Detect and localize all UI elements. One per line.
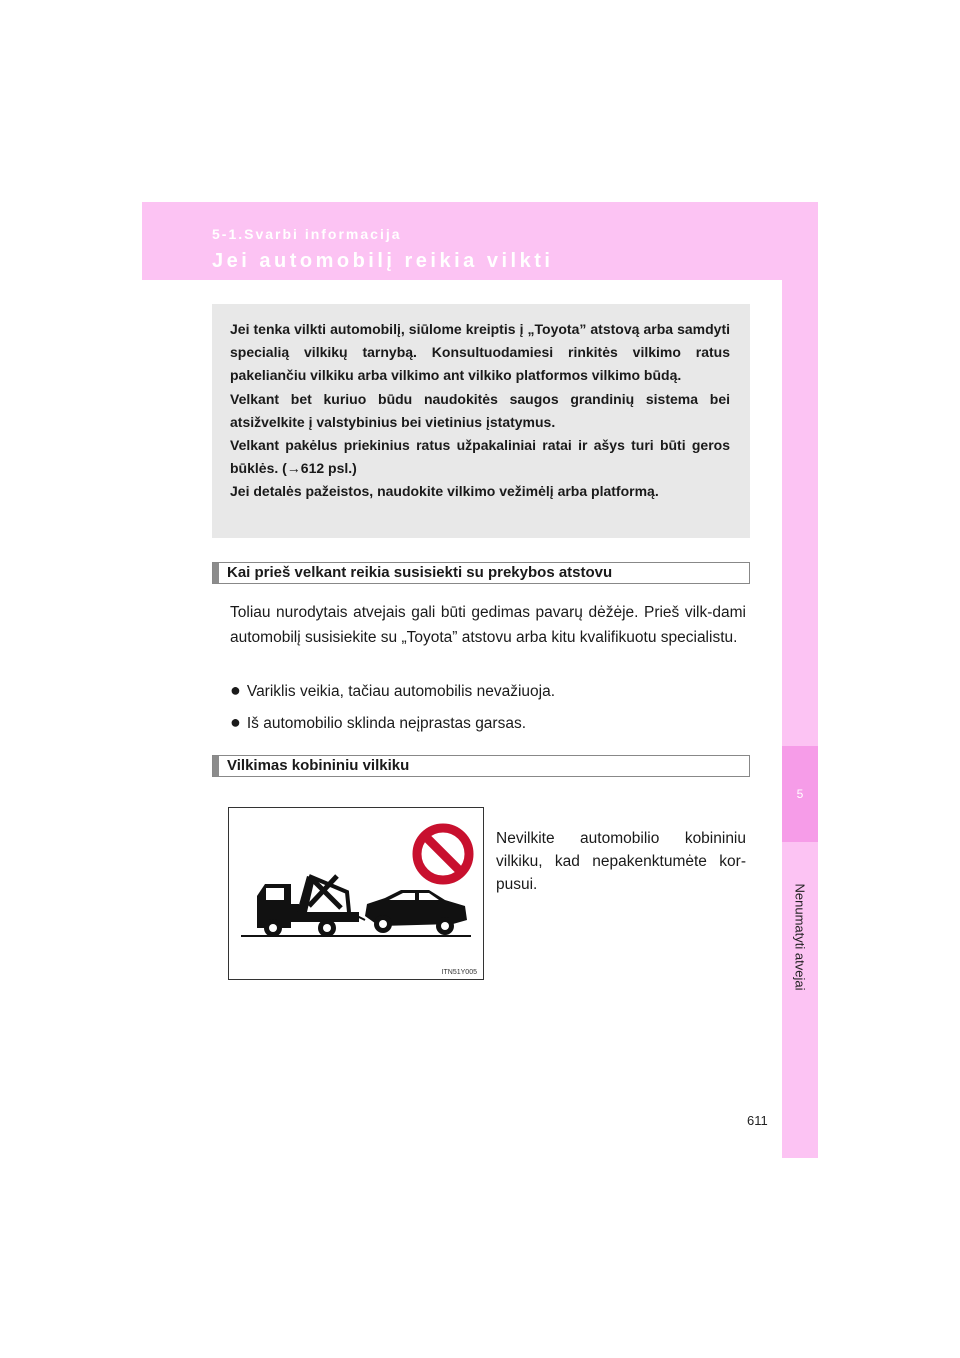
chapter-title: Nenumatyti atvejai <box>792 883 808 991</box>
side-tab <box>782 280 818 1158</box>
bullet-text: Variklis veikia, tačiau automobilis nevažiuoja. <box>246 683 556 700</box>
bullet-text: Iš automobilio sklinda neįprastas garsas. <box>246 715 527 732</box>
section-heading-sling-tow <box>212 755 750 777</box>
sling-tow-warning: Nevilkite automobilio kobininiu vilkiku, kad nepakenktumėte kor-pusui. <box>496 830 746 893</box>
intro-paragraph: Velkant pakėlus priekinius ratus užpakaliniai ratai ir ašys turi būti geros būklės. (→612 psl.) <box>230 437 730 477</box>
heading-bar <box>213 563 219 583</box>
bullet-icon: ● <box>230 680 241 700</box>
page-number: 611 <box>747 1113 768 1128</box>
prohibition-icon <box>417 828 469 880</box>
section-label: 5-1.Svarbi informacija <box>212 226 402 242</box>
car-icon <box>365 890 467 935</box>
tow-illustration <box>228 807 484 980</box>
bullet-item <box>230 712 526 733</box>
intro-paragraph: Velkant bet kuriuo būdu naudokitės saugos grandinių sistema bei atsižvelkite į valstybinius bei vietinius įstatymus. <box>230 390 730 430</box>
section-heading-text: Kai prieš velkant reikia susisiekti su prekybos atstovu <box>227 564 613 581</box>
chapter-number-box <box>782 746 818 842</box>
intro-paragraph: Jei tenka vilkti automobilį, siūlome kreiptis į „Toyota” atstovą arba samdyti specialią vilkikų tarnybą. Konsultuodamiesi rinkitės vilkimo ratus pakeliančiu vilkiku arba vilkimo ant vilkiko platformos vilkimo būdą. <box>230 321 730 384</box>
bullet-item <box>230 680 555 701</box>
section-paragraph: Toliau nurodytais atvejais gali būti gedimas pavarų dėžėje. Prieš vilk-dami automobilį susisiekite su „Toyota” atstovu arba kitu kvalifikuotu specialistu. <box>230 604 746 646</box>
sling-tow-truck-icon <box>229 808 483 979</box>
illustration-code: ITN51Y005 <box>441 969 477 976</box>
section-heading-dealer <box>212 562 750 584</box>
intro-paragraph: Jei detalės pažeistos, naudokite vilkimo vežimėlį arba platformą. <box>230 483 659 500</box>
heading-bar <box>213 756 219 776</box>
tow-truck-icon <box>257 876 359 937</box>
bullet-icon: ● <box>230 712 241 732</box>
section-heading-text: Vilkimas kobininiu vilkiku <box>227 757 410 774</box>
page-title: Jei automobilį reikia vilkti <box>212 250 554 272</box>
intro-box <box>212 304 750 538</box>
chapter-number: 5 <box>796 787 804 801</box>
